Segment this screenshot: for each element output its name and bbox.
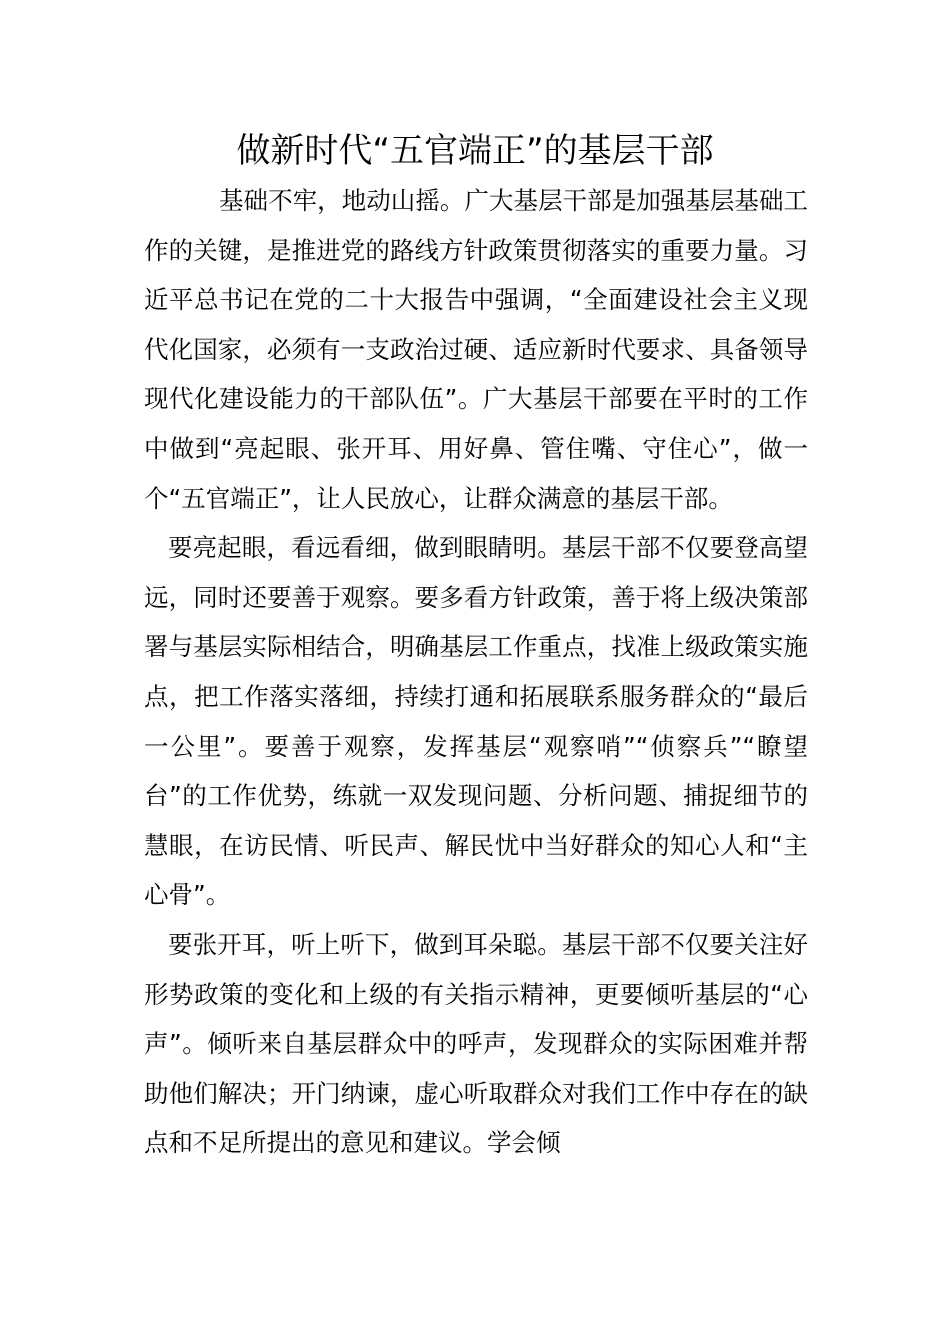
paragraph-eyes: 要亮起眼，看远看细，做到眼睛明。基层干部不仅要登高望远，同时还要善于观察。要多看方针政策，善于将上级决策部署与基层实际相结合，明确基层工作重点，找准上级政策实施点，把工作落实落细，持续打通和拓展联系服务群众的“最后一公里”。要善于观察，发挥基层“观察哨”“侦察兵”“瞭望台”的工作优势，练就一双发现问题、分析问题、捕捉细节的慧眼，在访民情、听民声、解民忧中当好群众的知心人和“主心骨”。 — [144, 533, 808, 910]
paragraph-ears: 要张开耳，听上听下，做到耳朵聪。基层干部不仅要关注好形势政策的变化和上级的有关指示精神，更要倾听基层的“心声”。倾听来自基层群众中的呼声，发现群众的实际困难并帮助他们解决；开门纳谏，虚心听取群众对我们工作中存在的缺点和不足所提出的意见和建议。学会倾 — [144, 929, 808, 1158]
paragraph-intro: 基础不牢，地动山摇。广大基层干部是加强基层基础工作的关键，是推进党的路线方针政策贯彻落实的重要力量。习近平总书记在党的二十大报告中强调，“全面建设社会主义现代化国家，必须有一支政治过硬、适应新时代要求、具备领导现代化建设能力的干部队伍”。广大基层干部要在平时的工作中做到“亮起眼、张开耳、用好鼻、管住嘴、守住心”，做一个“五官端正”，让人民放心，让群众满意的基层干部。 — [144, 186, 808, 513]
document-title: 做新时代“五官端正”的基层干部 — [236, 131, 714, 171]
document-body — [144, 176, 808, 1168]
